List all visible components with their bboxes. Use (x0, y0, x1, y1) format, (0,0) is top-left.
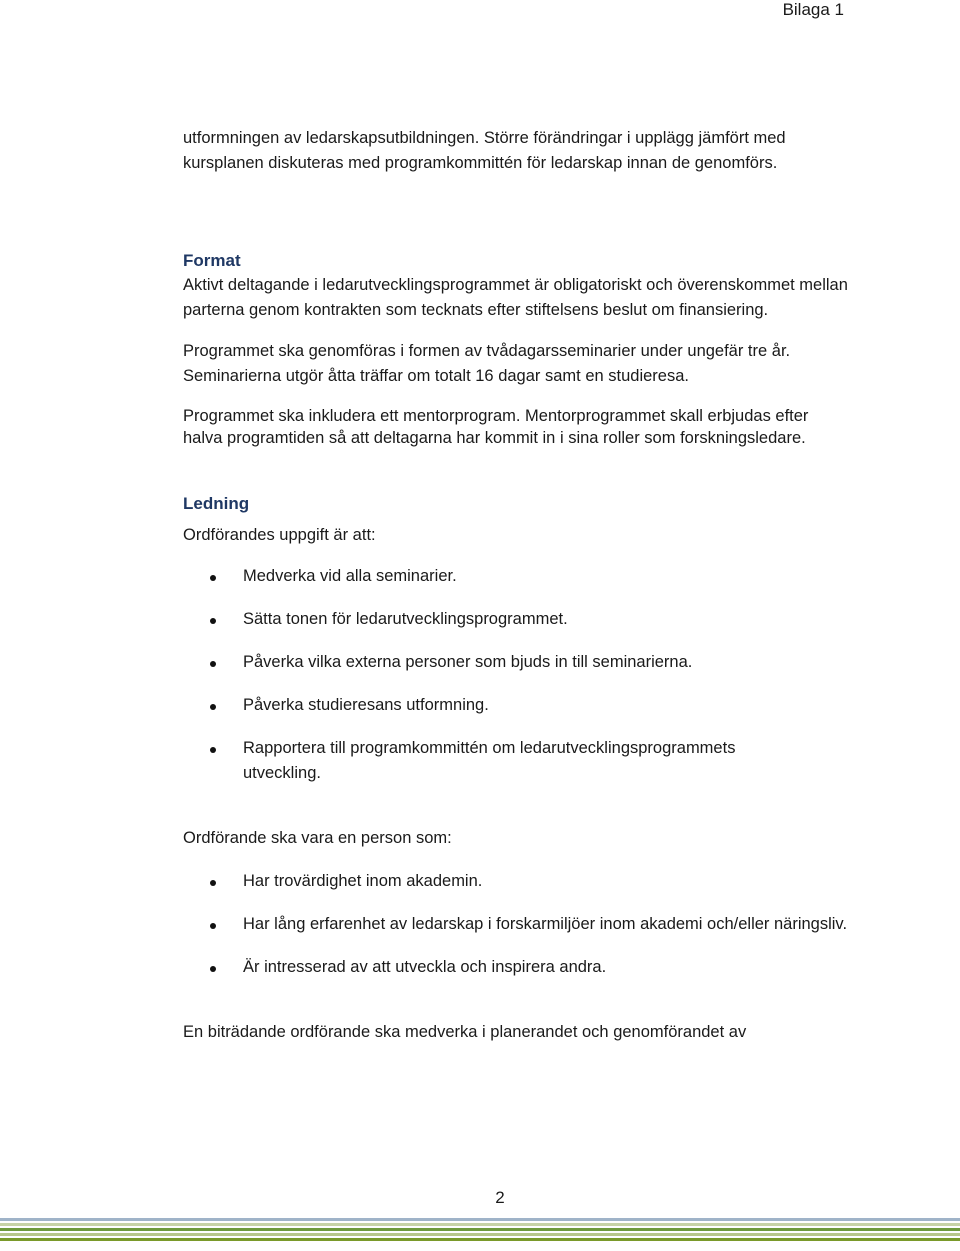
document-body (183, 126, 855, 1045)
footer-stripe (0, 1238, 960, 1241)
closing-paragraph: En biträdande ordförande ska medverka i planerandet och genomförandet av (183, 1023, 747, 1041)
page-number: 2 (495, 1188, 505, 1207)
ledning-heading: Ledning (183, 494, 250, 513)
bullet-icon (210, 747, 216, 753)
list-item (183, 869, 855, 894)
list-item (183, 607, 855, 632)
chair-tasks-intro: Ordförandes uppgift är att: (183, 526, 376, 544)
footer-stripe (0, 1218, 960, 1221)
list-item (183, 736, 803, 786)
chair-person-intro: Ordförande ska vara en person som: (183, 829, 452, 847)
list-item (183, 693, 855, 718)
list-item-text: Rapportera till programkommittén om ledarutvecklingsprogrammets utveckling. (243, 739, 736, 782)
footer-stripe (0, 1223, 960, 1226)
list-item-text: Har trovärdighet inom akademin. (243, 872, 483, 890)
list-item-text: Har lång erfarenhet av ledarskap i forskarmiljöer inom akademi och/eller näringsliv. (243, 915, 848, 933)
bullet-icon (210, 575, 216, 581)
intro-line-2: kursplanen diskuteras med programkommittén för ledarskap innan de genomförs. (183, 154, 778, 172)
format-paragraph-1: Aktivt deltagande i ledarutvecklingsprogrammet är obligatoriskt och överenskommet mellan parterna genom kontrakten som tecknats efter stiftelsens beslut om finansiering. (183, 276, 848, 319)
list-item-text: Påverka vilka externa personer som bjuds in till seminarierna. (243, 653, 693, 671)
list-item-text: Är intresserad av att utveckla och inspirera andra. (243, 958, 607, 976)
format-heading: Format (183, 251, 241, 270)
bullet-icon (210, 923, 216, 929)
list-item (183, 912, 903, 937)
bullet-icon (210, 618, 216, 624)
list-item-text: Sätta tonen för ledarutvecklingsprogrammet. (243, 610, 568, 628)
footer-stripe (0, 1228, 960, 1231)
list-item (183, 650, 855, 675)
chair-qualities-list (183, 869, 855, 980)
list-item (183, 955, 855, 980)
list-item (183, 564, 855, 589)
bullet-icon (210, 966, 216, 972)
format-paragraph-2: Programmet ska genomföras i formen av tvådagarsseminarier under ungefär tre år. Seminarierna utgör åtta träffar om totalt 16 dagar samt en studieresa. (183, 342, 791, 385)
list-item-text: Medverka vid alla seminarier. (243, 567, 457, 585)
format-paragraph-3: Programmet ska inkludera ett mentorprogram. Mentorprogrammet skall erbjudas efter halva programtiden så att deltagarna har kommit in i sina roller som forskningsledare. (183, 407, 809, 447)
page-header-label: Bilaga 1 (782, 0, 844, 19)
bullet-icon (210, 704, 216, 710)
bullet-icon (210, 880, 216, 886)
bullet-icon (210, 661, 216, 667)
chair-tasks-list (183, 564, 855, 786)
footer-stripe (0, 1233, 960, 1236)
intro-line-1: utformningen av ledarskapsutbildningen. Större förändringar i upplägg jämfört med (183, 129, 786, 147)
list-item-text: Påverka studieresans utformning. (243, 696, 489, 714)
